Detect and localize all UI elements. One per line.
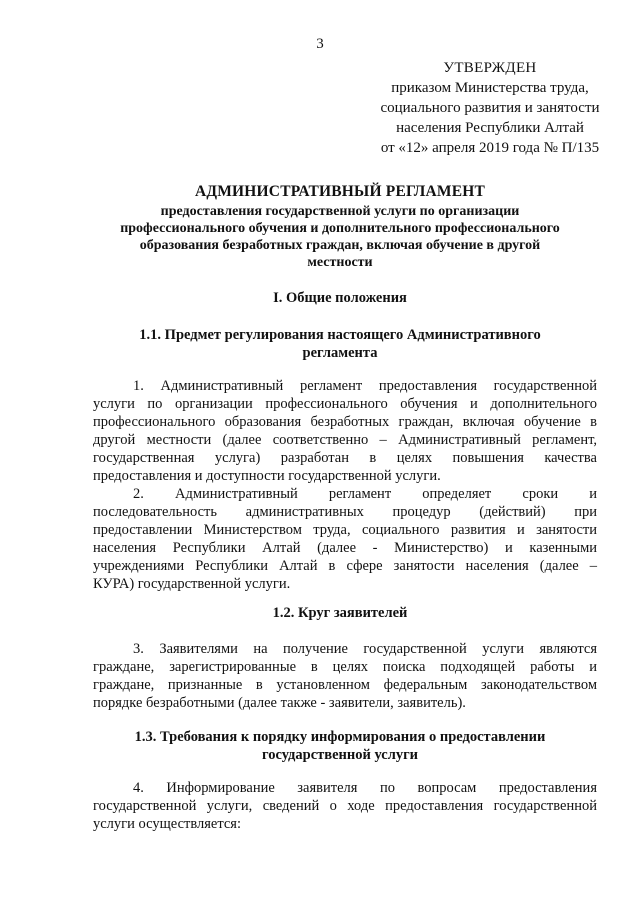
subsection-heading-1-3 bbox=[90, 728, 590, 764]
paragraph-2 bbox=[93, 485, 597, 593]
paragraph-line: 3. Заявителями на получение государственной услуги являются bbox=[133, 641, 597, 657]
paragraph-line: другой местности (далее соответственно – Административный регламент, bbox=[93, 432, 597, 448]
paragraph-line: 2. Административный регламент определяет сроки и bbox=[133, 486, 597, 502]
approval-heading: УТВЕРЖДЕН bbox=[443, 60, 537, 76]
paragraph-line: населения Республики Алтай (далее - Министерство) и казенными bbox=[93, 540, 597, 556]
subsection-heading-1-2: 1.2. Круг заявителей bbox=[272, 605, 408, 621]
subtitle-line: образования безработных граждан, включая обучение в другой bbox=[139, 238, 541, 253]
approval-line: от «12» апреля 2019 года № П/135 bbox=[380, 140, 600, 156]
paragraph-line: граждане, зарегистрированные в целях поиска подходящей работы и bbox=[93, 659, 597, 675]
subsection-line: государственной услуги bbox=[261, 747, 419, 763]
approval-line: населения Республики Алтай bbox=[396, 120, 584, 136]
paragraph-line: услуги по организации профессионального обучения и дополнительного bbox=[93, 396, 597, 412]
paragraph-3 bbox=[93, 640, 597, 712]
paragraph-line: учреждениями Республики Алтай в сфере занятости населения (далее – bbox=[93, 558, 597, 574]
page-number: 3 bbox=[316, 36, 324, 52]
section-heading-1: I. Общие положения bbox=[273, 290, 407, 306]
subtitle-line: профессионального обучения и дополнительного профессионального bbox=[120, 221, 560, 236]
subsection-line: регламента bbox=[302, 345, 378, 361]
subsection-heading-1-1 bbox=[90, 326, 590, 362]
document-subtitle bbox=[90, 203, 590, 271]
paragraph-line: 4. Информирование заявителя по вопросам предоставления bbox=[133, 780, 597, 796]
paragraph-line: государственная услуга) разработан в целях повышения качества bbox=[93, 450, 597, 466]
paragraph-line: порядке безработными (далее также - заявители, заявитель). bbox=[93, 695, 466, 711]
approval-stamp bbox=[360, 58, 620, 158]
subsection-line: 1.3. Требования к порядку информирования о предоставлении bbox=[134, 729, 546, 745]
paragraph-line: предоставлении Министерством труда, социального развития и занятости bbox=[93, 522, 597, 538]
subtitle-line: предоставления государственной услуги по организации bbox=[160, 204, 520, 219]
paragraph-4 bbox=[93, 779, 597, 833]
paragraph-line: предоставления и доступности государственной услуги. bbox=[93, 468, 441, 484]
paragraph-line: 1. Административный регламент предоставления государственной bbox=[133, 378, 597, 394]
subtitle-line: местности bbox=[307, 255, 373, 270]
paragraph-line: КУРА) государственной услуги. bbox=[93, 576, 291, 592]
approval-line: социального развития и занятости bbox=[380, 100, 600, 116]
subsection-line: 1.1. Предмет регулирования настоящего Административного bbox=[139, 327, 541, 343]
paragraph-line: последовательность административных процедур (действий) при bbox=[93, 504, 597, 520]
approval-line: приказом Министерства труда, bbox=[391, 80, 589, 96]
document-title: АДМИНИСТРАТИВНЫЙ РЕГЛАМЕНТ bbox=[194, 183, 486, 200]
paragraph-line: граждане, признанные в установленном федеральным законодательством bbox=[93, 677, 597, 693]
paragraph-line: государственной услуги, сведений о ходе предоставления государственной bbox=[93, 798, 597, 814]
paragraph-1 bbox=[93, 377, 597, 485]
paragraph-line: услуги осуществляется: bbox=[93, 816, 241, 832]
paragraph-line: профессионального образования безработных граждан, включая обучение в bbox=[93, 414, 597, 430]
